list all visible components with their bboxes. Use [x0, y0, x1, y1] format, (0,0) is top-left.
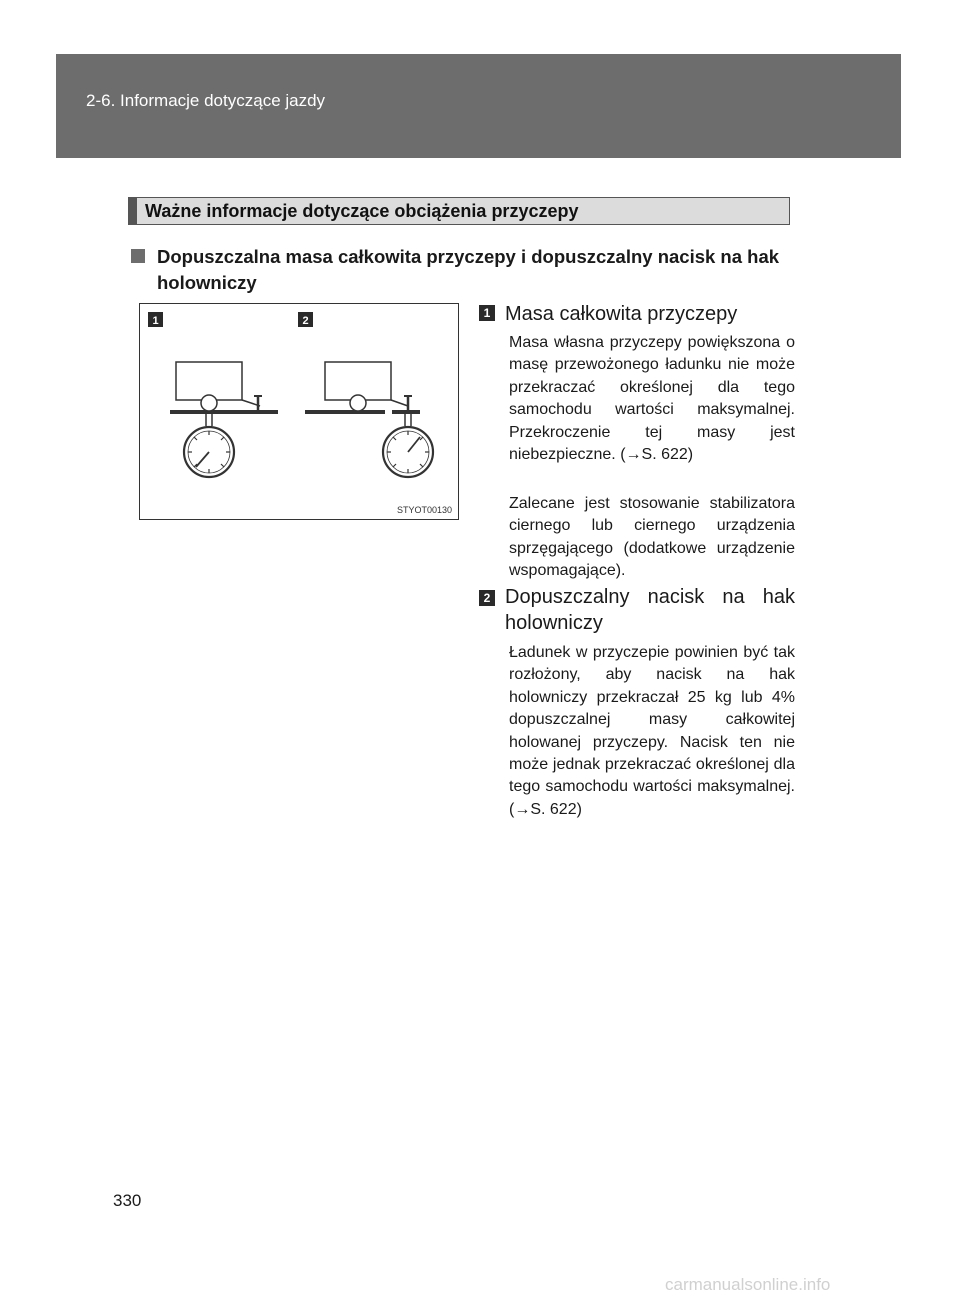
item-badge-1: 1 — [479, 305, 495, 321]
watermark: carmanualsonline.info — [665, 1275, 831, 1294]
subheading-text: Dopuszczalna masa całkowita przyczepy i dopuszczalny nacisk na hak holowniczy — [157, 246, 780, 293]
section-bar-accent — [129, 198, 137, 224]
trailer-load-illustration — [139, 303, 459, 520]
page-header — [56, 54, 901, 158]
square-bullet-icon — [131, 249, 145, 263]
hitch-on-scale — [305, 362, 433, 477]
header-section-title: 2-6. Informacje dotyczące jazdy — [86, 91, 326, 110]
trailer-scale-diagram — [140, 304, 457, 518]
section-title: Ważne informacje dotyczące obciążenia przyczepy — [145, 201, 579, 221]
trailer-on-scale — [170, 362, 278, 477]
item-1-paragraph-2: Zalecane jest stosowanie stabilizatora ciernego lub ciernego urządzenia sprzęgającego (dodatkowe urządzenie wspomagające). — [509, 495, 795, 580]
item-badge-2: 2 — [479, 590, 495, 606]
figure-label-2: 2 — [302, 315, 309, 327]
section-title-bar — [128, 197, 790, 225]
subheading — [131, 244, 796, 296]
figure-code: STYOT00130 — [396, 505, 452, 515]
page-number: 330 — [113, 1191, 142, 1210]
item-1-paragraph-1: Masa własna przyczepy powiększona o masę przewożonego ładunku nie może przekraczać określonej dla tego samochodu wartości maksymalnej. Przekroczenie tej masy jest niebezpieczne. (→S. 622) — [509, 334, 795, 464]
figure-label-1: 1 — [152, 315, 159, 327]
item-2-paragraph-1: Ładunek w przyczepie powinien być tak rozłożony, aby nacisk na hak holowniczy przekraczał 25 kg lub 4% dopuszczalnej masy całkowitej holowanej przyczepy. Nacisk ten nie może jednak przekraczać określonej dla tego samochodu wartości maksymalnej. (→S. 622) — [509, 644, 795, 818]
item-title-1: Masa całkowita przyczepy — [505, 303, 738, 325]
item-title-2: Dopuszczalny nacisk na hak holowniczy — [505, 586, 795, 634]
